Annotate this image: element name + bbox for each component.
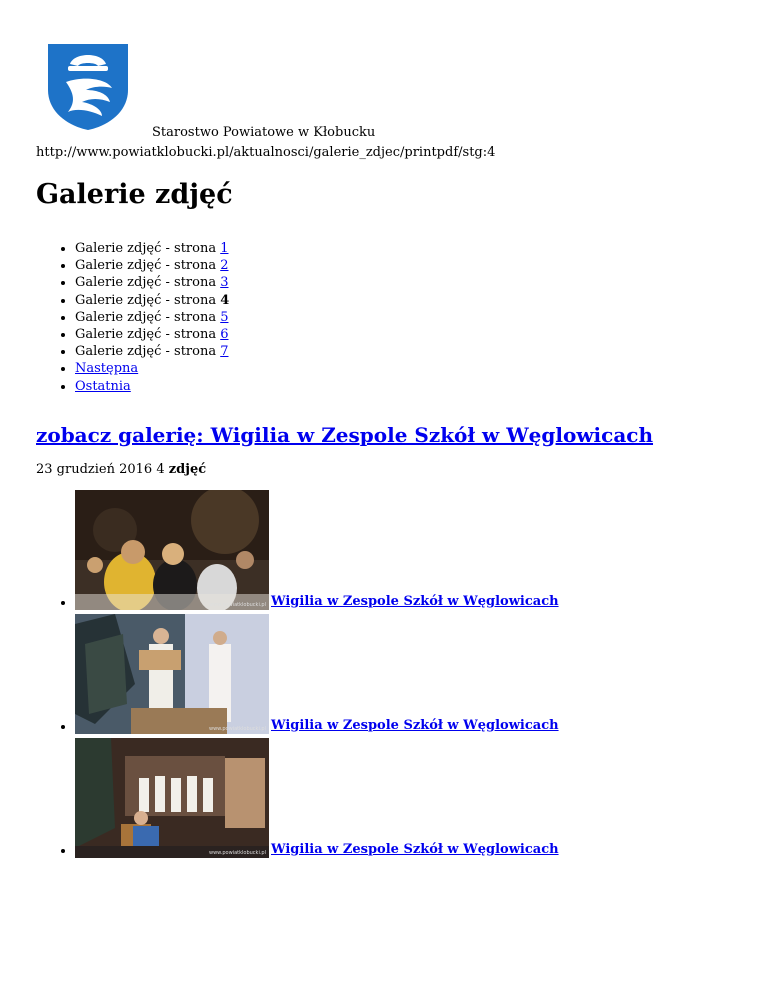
photo-watermark: • www.powiatklobucki.pl	[208, 726, 266, 732]
photo-thumbnail[interactable]	[75, 738, 269, 858]
pagination-prefix: Galerie zdjęć - strona	[75, 292, 221, 308]
photo-caption-link[interactable]: Wigilia w Zespole Szkół w Węglowicach	[271, 842, 559, 857]
gallery-title-link[interactable]: zobacz galerię: Wigilia w Zespole Szkół w Węglowicach	[36, 423, 654, 447]
page-link-6[interactable]: 6	[220, 327, 229, 343]
pagination-item	[75, 257, 229, 274]
photo-watermark: • www.powiatklobucki.pl	[208, 602, 266, 608]
pagination-item	[75, 309, 229, 326]
pagination-item	[75, 326, 229, 343]
gallery-title	[36, 421, 653, 449]
photo-item	[75, 614, 559, 738]
site-name: Starostwo Powiatowe w Kłobucku	[152, 125, 376, 140]
county-crest-logo	[46, 42, 130, 130]
photo-list	[36, 490, 559, 862]
photo-image	[75, 614, 269, 734]
gallery-meta	[36, 461, 206, 478]
pagination-item	[75, 360, 229, 377]
pagination-item	[75, 343, 229, 360]
pagination-prefix: Galerie zdjęć - strona	[75, 258, 221, 274]
photo-image	[75, 490, 269, 610]
next-page-link[interactable]: Następna	[75, 361, 139, 377]
page-link-2[interactable]: 2	[220, 258, 229, 274]
pagination-prefix: Galerie zdjęć - strona	[75, 344, 221, 360]
photo-item	[75, 738, 559, 862]
photo-watermark: • www.powiatklobucki.pl	[208, 850, 266, 856]
page-link-1[interactable]: 1	[220, 241, 229, 256]
page-link-5[interactable]: 5	[220, 309, 229, 325]
gallery-date: 23 grudzień 2016	[36, 462, 153, 477]
page-title: Galerie zdjęć	[36, 179, 233, 210]
photo-caption-link[interactable]: Wigilia w Zespole Szkół w Węglowicach	[271, 718, 559, 733]
pagination-item	[75, 378, 229, 395]
page-url: http://www.powiatklobucki.pl/aktualnosci/galerie_zdjec/printpdf/stg:4	[36, 145, 496, 160]
page-link-7[interactable]: 7	[220, 344, 229, 360]
pagination-prefix: Galerie zdjęć - strona	[75, 327, 221, 343]
pagination-item	[75, 274, 229, 291]
photo-image	[75, 738, 269, 858]
gallery-photo-count: 4	[156, 462, 165, 477]
gallery-count-label: zdjęć	[168, 462, 207, 477]
pagination-item	[75, 240, 229, 257]
pagination-prefix: Galerie zdjęć - strona	[75, 241, 221, 256]
pagination-list	[36, 240, 229, 395]
pagination-prefix: Galerie zdjęć - strona	[75, 275, 221, 291]
pagination-prefix: Galerie zdjęć - strona	[75, 309, 221, 325]
photo-thumbnail[interactable]	[75, 614, 269, 734]
current-page: 4	[220, 292, 230, 308]
photo-item	[75, 490, 559, 614]
photo-thumbnail[interactable]	[75, 490, 269, 610]
pagination-item	[75, 292, 229, 309]
page-link-3[interactable]: 3	[220, 275, 229, 291]
photo-caption-link[interactable]: Wigilia w Zespole Szkół w Węglowicach	[271, 594, 559, 609]
last-page-link[interactable]: Ostatnia	[75, 378, 131, 394]
